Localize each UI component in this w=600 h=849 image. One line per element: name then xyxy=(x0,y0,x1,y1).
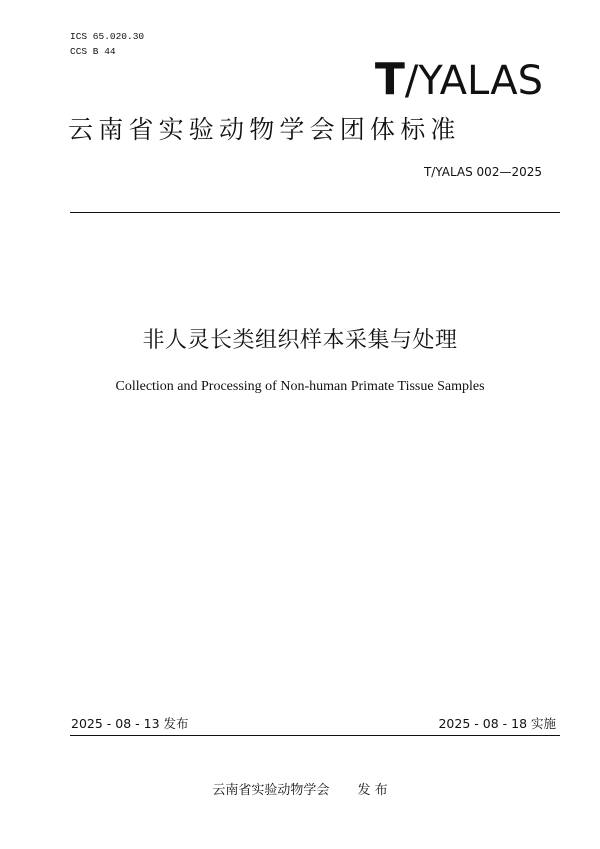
implementation-date: 2025 - 08 - 18 实施 xyxy=(438,716,556,731)
header-divider xyxy=(70,212,560,213)
standard-logo xyxy=(375,56,543,105)
issue-date: 2025 - 08 - 13 发布 xyxy=(71,716,189,731)
document-title-english: Collection and Processing of Non-human Primate Tissue Samples xyxy=(115,379,485,394)
logo-mark: T xyxy=(374,54,405,105)
publisher-name: 云南省实验动物学会 xyxy=(212,783,330,798)
organization-title: 云南省实验动物学会团体标准 xyxy=(68,115,461,144)
standard-number: T/YALAS 002—2025 xyxy=(423,165,542,179)
publisher-line xyxy=(0,782,600,800)
footer-divider xyxy=(70,735,560,736)
publisher-action: 发 布 xyxy=(357,783,388,798)
document-title-chinese: 非人灵长类组织样本采集与处理 xyxy=(142,328,458,353)
ccs-code: CCS B 44 xyxy=(70,46,116,57)
ics-code: ICS 65.020.30 xyxy=(70,31,145,42)
logo-text: /YALAS xyxy=(404,58,543,104)
